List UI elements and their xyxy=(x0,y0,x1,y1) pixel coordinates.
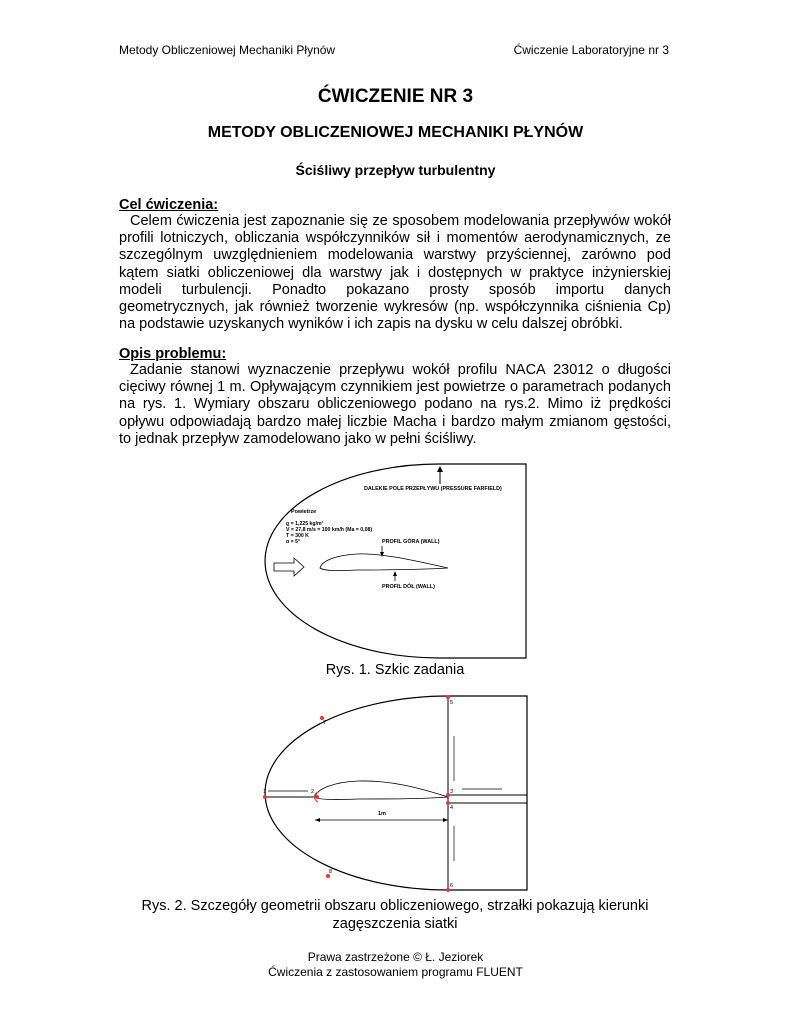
header-right: Ćwiczenie Laboratoryjne nr 3 xyxy=(513,43,669,57)
chord-arrow-right xyxy=(443,818,448,822)
domain-boundary xyxy=(265,696,527,890)
page-subtitle: METODY OBLICZENIOWEJ MECHANIKI PŁYNÓW xyxy=(207,124,584,141)
air-title: Powietrze xyxy=(291,509,317,515)
point-label-1: 1 xyxy=(263,789,267,795)
point-5 xyxy=(446,695,450,699)
figure-2-geometry xyxy=(262,696,530,896)
footer-copyright: Prawa zastrzeżone © Ł. Jeziorek xyxy=(307,950,484,964)
problem-paragraph: Zadanie stanowi wyznaczenie przepływu wokół profilu NACA 23012 o długości cięciwy równej 1 m. Opływającym czynnikiem jest powietrze o parametrach podanych na rys. 1. Wymiary obszaru obliczeniowego podano na rys.2. Mimo iż prędkości opływu odpowiadają bardzo małej liczbie Macha i bardzo małym zmianom gęstości, to jednak przepływ zamodelowano jako w pełni ściśliwy. xyxy=(119,362,671,447)
point-1 xyxy=(263,795,267,799)
inflow-arrow-icon xyxy=(274,558,304,576)
footer-course: Ćwiczenia z zastosowaniem programu FLUENT xyxy=(268,965,523,979)
lower-pointer-head xyxy=(393,571,397,576)
profile-lower-label: PROFIL DÓŁ (WALL) xyxy=(382,584,435,590)
air-density: ϱ = 1,225 kg/m³ xyxy=(286,521,324,527)
point-label-8: 8 xyxy=(329,869,333,875)
air-angle: α = 5° xyxy=(286,539,301,545)
point-label-7: 7 xyxy=(323,720,327,726)
page-topic: Ściśliwy przepływ turbulentny xyxy=(295,162,496,178)
point-label-3: 3 xyxy=(450,789,454,795)
footer xyxy=(0,950,791,980)
header-left: Metody Obliczeniowej Mechaniki Płynów xyxy=(119,43,336,57)
airfoil-outline xyxy=(315,781,448,800)
point-label-4: 4 xyxy=(450,805,454,811)
figure-1-caption: Rys. 1. Szkic zadania xyxy=(325,662,465,678)
figure-1-sketch xyxy=(262,464,530,662)
airfoil-outline xyxy=(320,554,448,571)
goal-paragraph: Celem ćwiczenia jest zapoznanie się ze sposobem modelowania przepływów wokół profili lotniczych, obliczania współczynników sił i momentów aerodynamicznych, ze szczególnym uwzględnieniem modelowania warstwy przyściennej, zarówno pod kątem siatki obliczeniowej dla warstwy jak i dostępnych w praktyce inżynierskiej modeli turbulencji. Ponadto pokazano prosty sposób importu danych geometrycznych, jak również tworzenie wykresów (np. współczynnika ciśnienia Cp) na podstawie uzyskanych wyników i ich zapis na dysku w celu dalszej obróbki. xyxy=(119,213,671,333)
chord-label: 1m xyxy=(378,811,386,817)
farfield-arrowhead xyxy=(437,466,443,472)
point-2 xyxy=(315,795,319,799)
chord-arrow-left xyxy=(315,818,320,822)
upper-pointer-head xyxy=(380,552,384,557)
point-label-5: 5 xyxy=(450,700,454,706)
page-title: ĆWICZENIE NR 3 xyxy=(317,86,474,107)
figure-2-caption xyxy=(119,897,671,933)
air-velocity: V = 27,8 m/s = 100 km/h (Ma = 0,08) xyxy=(286,527,373,533)
point-label-2: 2 xyxy=(311,789,315,795)
air-temperature: T = 300 K xyxy=(286,533,309,539)
farfield-boundary xyxy=(265,464,526,658)
farfield-label: DALEKIE POLE PRZEPŁYWU (PRESSURE FARFIELD) xyxy=(364,486,502,492)
figure-2-caption-line1: Rys. 2. Szczegóły geometrii obszaru obliczeniowego, strzałki pokazują kierunki xyxy=(141,898,649,914)
point-label-6: 6 xyxy=(450,883,454,889)
point-markers xyxy=(263,695,450,892)
figure-2-caption-line2: zagęszczenia siatki xyxy=(332,916,458,932)
goal-heading: Cel ćwiczenia: xyxy=(119,197,219,213)
profile-upper-label: PROFIL GÓRA (WALL) xyxy=(382,539,440,545)
problem-heading: Opis problemu: xyxy=(119,346,227,362)
